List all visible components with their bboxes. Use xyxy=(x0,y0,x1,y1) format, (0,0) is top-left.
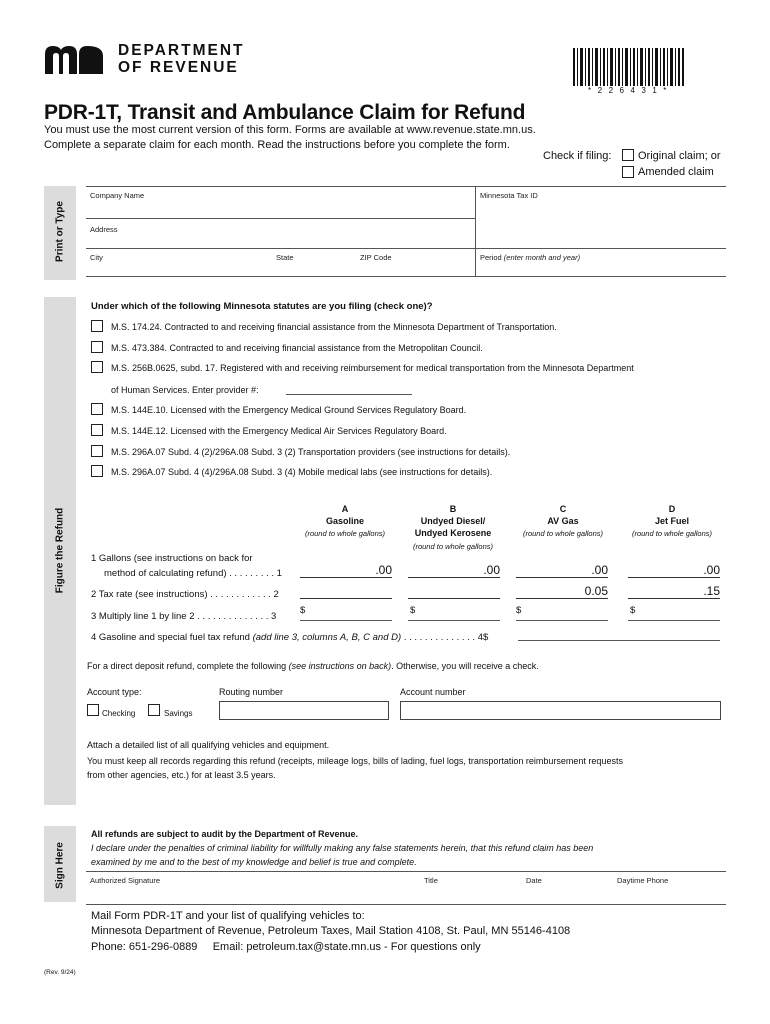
declaration-line2: examined by me and to the best of my knowledge and belief is true and complete. xyxy=(91,857,417,867)
col-d-round: (round to whole gallons) xyxy=(631,529,713,538)
sig-phone-label: Daytime Phone xyxy=(617,876,669,885)
revision-date: (Rev. 9/24) xyxy=(44,969,76,976)
state-label: State xyxy=(276,253,294,262)
line3-col-c[interactable] xyxy=(516,620,608,621)
intro-line1: You must use the most current version of this form. Forms are available at www.revenue.state.mn.us. xyxy=(44,124,536,136)
col-a-header: A Gasoline xyxy=(325,504,364,526)
line1-col-a[interactable]: .00 xyxy=(300,563,392,578)
line2-col-c[interactable]: 0.05 xyxy=(516,584,608,599)
line3-col-b[interactable] xyxy=(408,620,500,621)
statute-question: Under which of the following Minnesota statutes are you filing (check one)? xyxy=(91,301,433,312)
statute-label-6: M.S. 296A.07 Subd. 4 (2)/296A.08 Subd. 3 (2) Transportation providers (see instructions for details). xyxy=(111,447,511,457)
provider-number-field[interactable] xyxy=(286,394,412,395)
statute-label-3: M.S. 256B.0625, subd. 17. Registered with and receiving reimbursement for medical transportation from the Minnesota Department xyxy=(111,363,634,373)
line3-col-a-dollar: $ xyxy=(300,605,306,616)
print-divider xyxy=(475,186,476,276)
account-number-label: Account number xyxy=(400,687,466,697)
statute-label-4: M.S. 144E.10. Licensed with the Emergency Medical Ground Services Regulatory Board. xyxy=(111,405,467,415)
account-type-label: Account type: xyxy=(87,687,142,697)
statute-checkbox-3[interactable] xyxy=(91,361,103,373)
mn-tax-id-label: Minnesota Tax ID xyxy=(480,191,538,200)
sig-title-label: Title xyxy=(424,876,438,885)
col-c-header: C AV Gas xyxy=(547,504,579,526)
routing-number-label: Routing number xyxy=(219,687,284,697)
col-d-header: D Jet Fuel xyxy=(654,504,689,526)
col-b-round: (round to whole gallons) xyxy=(412,542,494,551)
routing-number-input[interactable] xyxy=(219,701,389,720)
records-note-2: from other agencies, etc.) for at least 3.5 years. xyxy=(87,770,276,780)
line2-col-b[interactable] xyxy=(408,584,500,599)
signature-field[interactable] xyxy=(86,904,726,905)
signature-label: Authorized Signature xyxy=(90,876,161,885)
statute-checkbox-7[interactable] xyxy=(91,465,103,477)
amended-claim-label: Amended claim xyxy=(638,166,714,178)
amended-claim-checkbox[interactable] xyxy=(622,166,634,178)
sig-date-label: Date xyxy=(526,876,542,885)
deposit-instructions: For a direct deposit refund, complete the following (see instructions on back). Otherwise, you will receive a check. xyxy=(87,661,539,671)
print-top-rule xyxy=(86,186,726,187)
barcode-number: *226431* xyxy=(588,86,673,95)
statute-label-1: M.S. 174.24. Contracted to and receiving financial assistance from the Minnesota Department of Transportation. xyxy=(111,322,557,332)
line4-label: 4 Gasoline and special fuel tax refund (add line 3, columns A, B, C and D) . . . . . . . . . . . . . . 4$ xyxy=(91,632,489,643)
col-b-header: B Undyed Diesel/ Undyed Kerosene xyxy=(414,504,492,538)
form-title: PDR-1T, Transit and Ambulance Claim for Refund xyxy=(44,101,526,124)
signature-top-rule xyxy=(86,871,726,872)
statute-checkbox-4[interactable] xyxy=(91,403,103,415)
line2-label: 2 Tax rate (see instructions) . . . . . . . . . . . . 2 xyxy=(91,589,279,600)
city-label: City xyxy=(90,253,103,262)
company-name-label: Company Name xyxy=(90,191,145,200)
savings-label: Savings xyxy=(164,709,193,718)
mail-line1: Mail Form PDR-1T and your list of qualifying vehicles to: xyxy=(91,910,365,922)
company-rule[interactable] xyxy=(86,218,475,219)
statute-checkbox-5[interactable] xyxy=(91,424,103,436)
col-c-round: (round to whole gallons) xyxy=(522,529,604,538)
col-a-round: (round to whole gallons) xyxy=(304,529,386,538)
original-claim-label: Original claim; or xyxy=(638,150,721,162)
check-if-filing-label: Check if filing: xyxy=(543,150,612,162)
line1-label-a: 1 Gallons (see instructions on back for xyxy=(91,553,253,564)
line3-col-d[interactable] xyxy=(628,620,720,621)
provider-label: of Human Services. Enter provider #: xyxy=(111,385,259,395)
line2-col-a[interactable] xyxy=(300,584,392,599)
statute-checkbox-2[interactable] xyxy=(91,341,103,353)
records-note-1: You must keep all records regarding this refund (receipts, mileage logs, bills of lading, fuel logs, transportation reimbursement requests xyxy=(87,756,623,766)
address-label: Address xyxy=(90,225,118,234)
original-claim-checkbox[interactable] xyxy=(622,149,634,161)
statute-checkbox-1[interactable] xyxy=(91,320,103,332)
intro-line2: Complete a separate claim for each month. Read the instructions before you complete the form. xyxy=(44,139,510,151)
city-rule[interactable] xyxy=(86,276,726,277)
mn-logo-icon xyxy=(45,44,107,74)
line3-label: 3 Multiply line 1 by line 2 . . . . . . . . . . . . . . 3 xyxy=(91,611,277,622)
line3-col-a[interactable] xyxy=(300,620,392,621)
print-side-label: Print or Type xyxy=(54,201,66,262)
declaration-line1: I declare under the penalties of criminal liability for willfully making any false statements herein, that this refund claim has been xyxy=(91,843,594,853)
address-rule[interactable] xyxy=(86,248,726,249)
audit-note: All refunds are subject to audit by the Department of Revenue. xyxy=(91,829,359,839)
department-line2: OF REVENUE xyxy=(118,58,239,76)
department-name xyxy=(118,43,245,76)
checking-checkbox[interactable] xyxy=(87,704,99,716)
account-number-input[interactable] xyxy=(400,701,721,720)
line3-col-b-dollar: $ xyxy=(410,605,416,616)
line1-col-d[interactable]: .00 xyxy=(628,563,720,578)
line3-col-d-dollar: $ xyxy=(630,605,636,616)
sign-side-label: Sign Here xyxy=(54,842,66,889)
line2-col-d[interactable]: .15 xyxy=(628,584,720,599)
statute-label-2: M.S. 473.384. Contracted to and receiving financial assistance from the Metropolitan Council. xyxy=(111,343,483,353)
refund-side-label: Figure the Refund xyxy=(54,507,66,594)
line1-col-c[interactable]: .00 xyxy=(516,563,608,578)
line1-col-b[interactable]: .00 xyxy=(408,563,500,578)
line3-col-c-dollar: $ xyxy=(516,605,522,616)
savings-checkbox[interactable] xyxy=(148,704,160,716)
mail-line3: Phone: 651-296-0889 Email: petroleum.tax@state.mn.us - For questions only xyxy=(91,941,481,953)
period-label: Period (enter month and year) xyxy=(480,253,581,262)
department-line1: DEPARTMENT xyxy=(118,42,245,59)
statute-label-5: M.S. 144E.12. Licensed with the Emergency Medical Air Services Regulatory Board. xyxy=(111,426,447,436)
zip-label: ZIP Code xyxy=(360,253,392,262)
statute-label-7: M.S. 296A.07 Subd. 4 (4)/296A.08 Subd. 3 (4) Mobile medical labs (see instructions for details). xyxy=(111,467,493,477)
statute-checkbox-6[interactable] xyxy=(91,445,103,457)
line1-label-b: method of calculating refund) . . . . . . . . . 1 xyxy=(104,568,282,579)
mail-line2: Minnesota Department of Revenue, Petroleum Taxes, Mail Station 4108, St. Paul, MN 55146-4108 xyxy=(91,925,571,937)
checking-label: Checking xyxy=(102,709,136,718)
attach-note: Attach a detailed list of all qualifying vehicles and equipment. xyxy=(87,740,330,750)
line4-total-field[interactable] xyxy=(518,640,720,641)
barcode-image xyxy=(573,48,685,86)
